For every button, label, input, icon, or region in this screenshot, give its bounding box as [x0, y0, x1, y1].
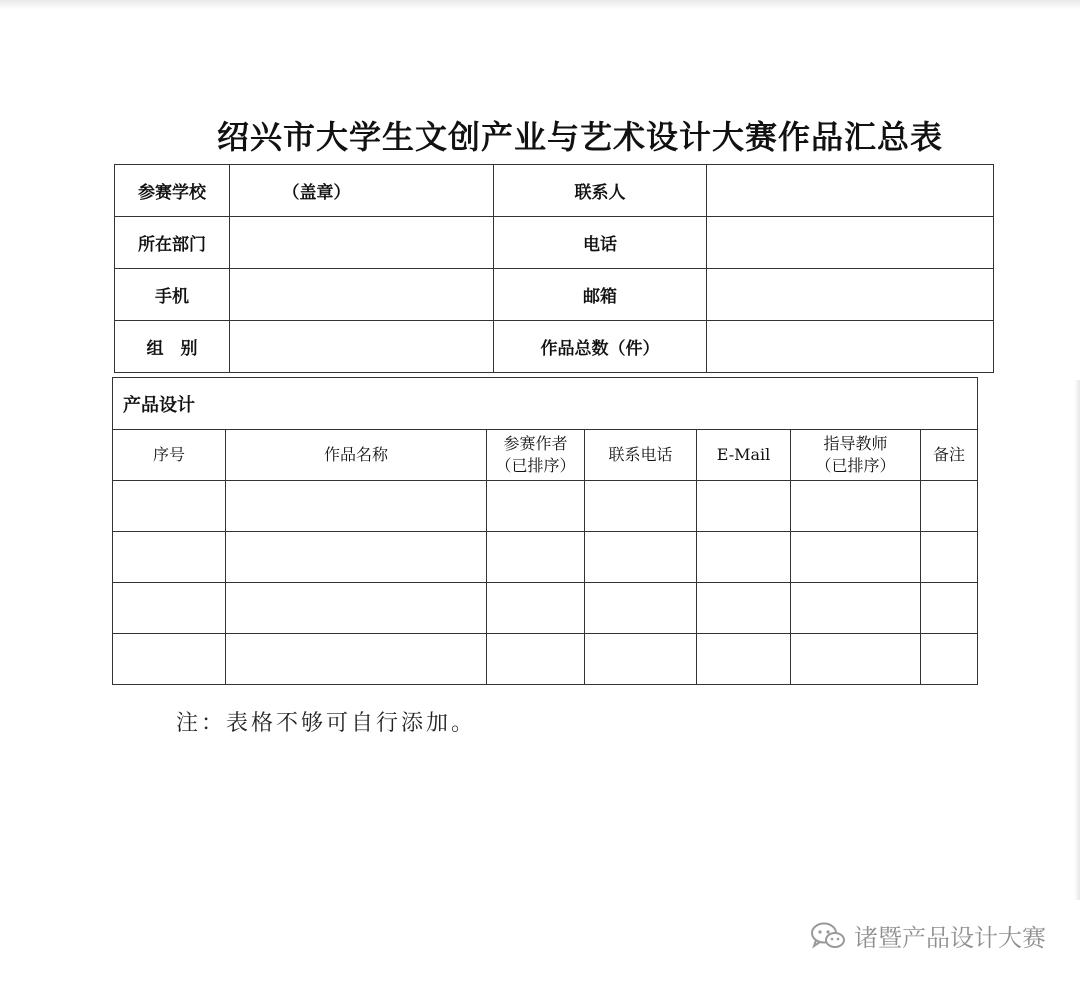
table-cell[interactable]: [487, 634, 585, 685]
value-department[interactable]: [230, 217, 494, 269]
table-cell[interactable]: [697, 532, 791, 583]
label-contact-person: 联系人: [494, 165, 707, 217]
table-cell[interactable]: [791, 634, 921, 685]
label-mobile: 手机: [115, 269, 230, 321]
label-email: 邮箱: [494, 269, 707, 321]
label-department: 所在部门: [115, 217, 230, 269]
table-cell[interactable]: [697, 634, 791, 685]
table-cell[interactable]: [226, 634, 487, 685]
table-cell[interactable]: [487, 583, 585, 634]
page-edge-shadow-right: [1074, 380, 1080, 900]
table-cell[interactable]: [113, 583, 226, 634]
table-cell[interactable]: [697, 481, 791, 532]
label-phone: 电话: [494, 217, 707, 269]
value-total-works[interactable]: [707, 321, 994, 373]
table-row: [113, 532, 978, 583]
document-title: 绍兴市大学生文创产业与艺术设计大赛作品汇总表: [216, 118, 943, 156]
header-work-name: 作品名称: [226, 430, 487, 481]
value-school[interactable]: [230, 165, 494, 217]
page-edge-shadow: [0, 0, 1080, 10]
table-cell[interactable]: [113, 532, 226, 583]
table-cell[interactable]: [113, 634, 226, 685]
label-school: 参赛学校: [115, 165, 230, 217]
watermark: [810, 918, 1046, 953]
table-cell[interactable]: [791, 481, 921, 532]
table-cell[interactable]: [585, 583, 697, 634]
value-phone[interactable]: [707, 217, 994, 269]
info-row: [115, 217, 994, 269]
header-index: 序号: [113, 430, 226, 481]
table-cell[interactable]: [226, 532, 487, 583]
table-cell[interactable]: [585, 481, 697, 532]
value-email[interactable]: [707, 269, 994, 321]
table-cell[interactable]: [921, 481, 978, 532]
label-group: 组 别: [115, 321, 230, 373]
header-email: E-Mail: [697, 430, 791, 481]
value-group[interactable]: [230, 321, 494, 373]
table-cell[interactable]: [487, 481, 585, 532]
table-cell[interactable]: [791, 583, 921, 634]
header-remarks: 备注: [921, 430, 978, 481]
value-mobile[interactable]: [230, 269, 494, 321]
product-design-table: [112, 377, 978, 685]
wechat-icon: [810, 921, 846, 951]
table-row: [113, 634, 978, 685]
header-authors: 参赛作者 （已排序）: [487, 430, 585, 481]
footnote: 注：表格不够可自行添加。: [176, 711, 477, 736]
header-instructor: 指导教师 （已排序）: [791, 430, 921, 481]
table-cell[interactable]: [226, 583, 487, 634]
table-cell[interactable]: [487, 532, 585, 583]
table-cell[interactable]: [921, 583, 978, 634]
table-cell[interactable]: [585, 634, 697, 685]
table-cell[interactable]: [585, 532, 697, 583]
table-cell[interactable]: [921, 532, 978, 583]
header-row: [113, 430, 978, 481]
value-contact-person[interactable]: [707, 165, 994, 217]
label-total-works: 作品总数（件）: [494, 321, 707, 373]
contact-info-table: [114, 164, 994, 373]
table-cell[interactable]: [226, 481, 487, 532]
header-contact-phone: 联系电话: [585, 430, 697, 481]
table-cell[interactable]: [791, 532, 921, 583]
table-cell[interactable]: [113, 481, 226, 532]
info-row: [115, 321, 994, 373]
table-row: [113, 583, 978, 634]
table-cell[interactable]: [921, 634, 978, 685]
info-row: [115, 269, 994, 321]
info-row: [115, 165, 994, 217]
section-title: 产品设计: [113, 378, 978, 430]
watermark-text: 诸暨产品设计大赛: [854, 924, 1046, 952]
section-row: [113, 378, 978, 430]
table-cell[interactable]: [697, 583, 791, 634]
table-row: [113, 481, 978, 532]
stamp-hint: （盖章）: [282, 183, 351, 203]
